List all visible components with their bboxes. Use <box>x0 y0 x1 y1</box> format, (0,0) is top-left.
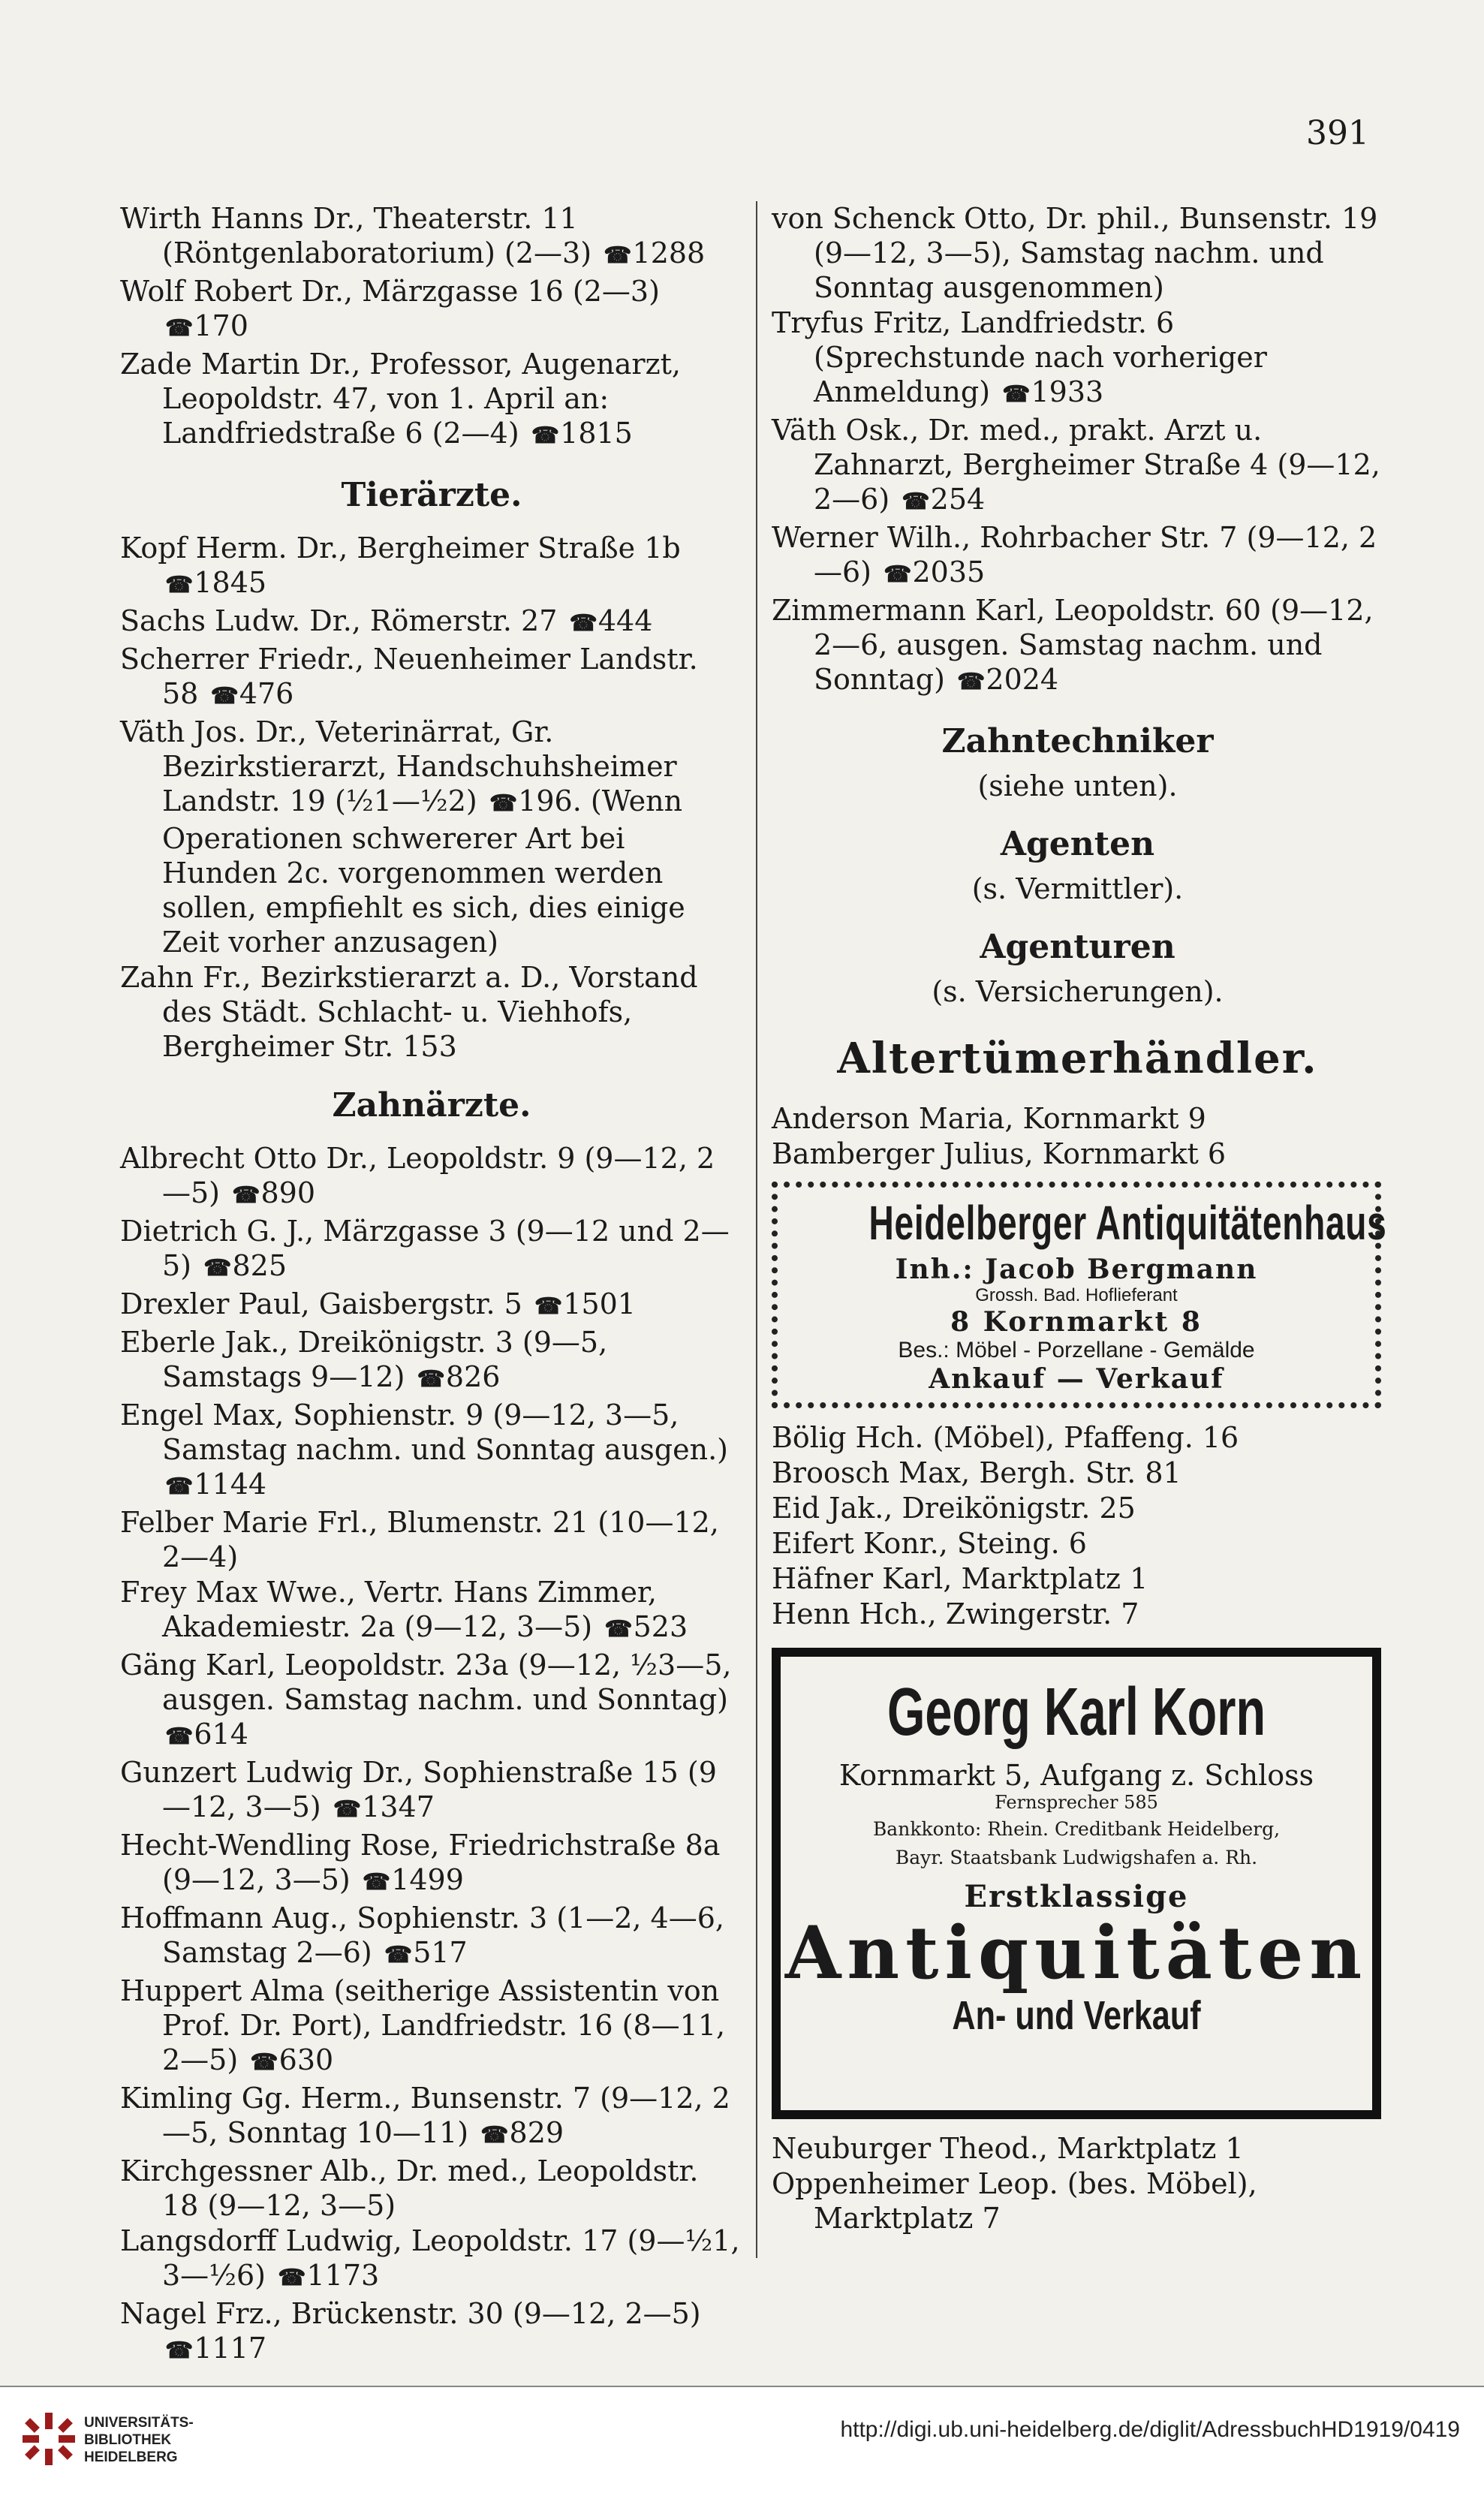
entry-text: Eifert Konr., Steing. 6 <box>772 1527 1087 1560</box>
advert-supplier: Grossh. Bad. Hoflieferant <box>975 1285 1178 1305</box>
telephone-icon: ☎ <box>165 1474 191 1500</box>
entry-text: Eberle Jak., Dreikönigstr. 3 (9—5, Samstags 9—12) <box>120 1326 608 1393</box>
entry-phone-number: 1499 <box>391 1863 464 1896</box>
entries-zahnaerzte-left <box>120 1141 743 2368</box>
advert-trade: Ankauf — Verkauf <box>929 1363 1224 1395</box>
entry-text: Anderson Maria, Kornmarkt 9 <box>772 1102 1206 1135</box>
entry-text: Kopf Herm. Dr., Bergheimer Straße 1b <box>120 531 681 565</box>
library-logo-icon <box>23 2413 75 2465</box>
directory-entry <box>120 1974 743 2080</box>
source-url[interactable]: http://digi.ub.uni-heidelberg.de/diglit/AdressbuchHD1919/0419 <box>840 2417 1460 2442</box>
telephone-icon: ☎ <box>531 423 558 449</box>
footer <box>0 2387 1484 2496</box>
entry-note: (Wenn Operationen schwererer Art bei Hunden 2c. vorgenommen werden sollen, empfiehlt es sich, dies einige Zeit vorher anzusagen) <box>162 784 685 959</box>
page-number: 391 <box>1306 114 1369 152</box>
directory-entry <box>120 1214 743 1286</box>
directory-entry <box>772 1526 1383 1561</box>
telephone-icon: ☎ <box>250 2049 276 2076</box>
directory-entry <box>772 1137 1383 1171</box>
entry-text: Broosch Max, Bergh. Str. 81 <box>772 1456 1181 1489</box>
telephone-icon: ☎ <box>278 2265 304 2291</box>
entry-text: Albrecht Otto Dr., Leopoldstr. 9 (9—12, 2—5) <box>120 1142 715 1209</box>
entries-zahnaerzte-right <box>772 201 1383 700</box>
telephone-icon: ☎ <box>384 1942 411 1968</box>
entry-phone-number: 825 <box>232 1249 287 1282</box>
entry-text: Felber Marie Frl., Blumenstr. 21 (10—12, 2—4) <box>120 1506 719 1573</box>
entry-phone-number: 1845 <box>194 566 267 599</box>
library-line-3: HEIDELBERG <box>84 2449 178 2465</box>
entry-text: Bölig Hch. (Möbel), Pfaffeng. 16 <box>772 1421 1239 1454</box>
entry-phone-number: 614 <box>194 1718 248 1751</box>
entries-tieraerzte <box>120 531 743 1064</box>
advert-address: 8 Kornmarkt 8 <box>950 1306 1203 1338</box>
entry-text: Langsdorff Ludwig, Leopoldstr. 17 (9—½1, 3—½6) <box>120 2224 740 2292</box>
telephone-icon: ☎ <box>417 1366 443 1393</box>
telephone-icon: ☎ <box>534 1293 561 1320</box>
entry-text: Frey Max Wwe., Vertr. Hans Zimmer, Akademiestr. 2a (9—12, 3—5) <box>120 1576 658 1643</box>
entry-text: Zahn Fr., Bezirkstierarzt a. D., Vorstand des Städt. Schlacht- u. Viehhofs, Bergheimer Str. 153 <box>120 961 698 1063</box>
entry-text: Kimling Gg. Herm., Bunsenstr. 7 (9—12, 2—5, Sonntag 10—11) <box>120 2082 730 2149</box>
advert-address: Kornmarkt 5, Aufgang z. Schloss <box>838 1759 1314 1792</box>
telephone-icon: ☎ <box>165 572 191 598</box>
entry-phone-number: 170 <box>194 309 248 342</box>
directory-entry <box>772 2166 1383 2236</box>
advert-owner: Inh.: Jacob Bergmann <box>895 1254 1258 1285</box>
right-column <box>772 201 1387 2236</box>
entry-phone-number: 630 <box>278 2043 334 2076</box>
entry-text: Eid Jak., Dreikönigstr. 25 <box>772 1492 1136 1525</box>
entries-altertuemer-2 <box>772 1420 1383 1631</box>
heading-agenten: Agenten <box>1000 825 1155 863</box>
entry-phone-number: 1173 <box>306 2259 380 2292</box>
entry-text: Väth Jos. Dr., Veterinärrat, Gr. Bezirkstierarzt, Handschuhsheimer Landstr. 19 (½1—½2) <box>120 715 677 817</box>
entries-altertuemer-3 <box>772 2131 1383 2236</box>
telephone-icon: ☎ <box>165 2338 191 2364</box>
entry-phone-number: 1933 <box>1031 375 1104 408</box>
directory-entry <box>120 2154 743 2223</box>
directory-entry <box>120 1575 743 1647</box>
sub-agenturen: (s. Versicherungen). <box>932 975 1224 1008</box>
entry-phone-number: 196. <box>518 784 582 817</box>
entry-phone-number: 517 <box>413 1936 468 1969</box>
entry-text: Zade Martin Dr., Professor, Augenarzt, Leopoldstr. 47, von 1. April an: Landfriedstraße 6 (2—4) <box>120 348 681 450</box>
advert-georg-karl-korn <box>772 1648 1381 2119</box>
telephone-icon: ☎ <box>480 2122 507 2148</box>
telephone-icon: ☎ <box>165 315 191 342</box>
entry-phone-number: 2024 <box>986 663 1059 696</box>
directory-entry <box>120 1398 743 1504</box>
heading-zahntechniker: Zahntechniker <box>941 722 1214 760</box>
entry-phone-number: 829 <box>509 2116 564 2149</box>
directory-entry <box>772 520 1383 592</box>
entry-phone-number: 1815 <box>560 417 633 450</box>
entry-text: Bamberger Julius, Kornmarkt 6 <box>772 1137 1227 1170</box>
advert-heidelberger-antiquitaetenhaus <box>772 1182 1387 1408</box>
entry-phone-number: 523 <box>633 1610 688 1643</box>
entry-text: Drexler Paul, Gaisbergstr. 5 <box>120 1287 522 1320</box>
directory-entry <box>772 306 1383 412</box>
entry-phone-number: 1288 <box>632 236 706 269</box>
entry-phone-number: 1144 <box>194 1468 267 1501</box>
telephone-icon: ☎ <box>362 1869 389 1895</box>
directory-entry <box>772 1456 1383 1490</box>
directory-entry <box>772 1561 1383 1596</box>
telephone-icon: ☎ <box>203 1255 230 1281</box>
entry-text: Neuburger Theod., Marktplatz 1 <box>772 2132 1244 2165</box>
advert-trade: An- und Verkauf <box>952 1993 1201 2038</box>
telephone-icon: ☎ <box>604 242 630 269</box>
advert-bank-1: Bankkonto: Rhein. Creditbank Heidelberg, <box>872 1818 1281 1840</box>
advert-headline: Antiquitäten <box>784 1910 1368 1995</box>
entry-phone-number: 826 <box>445 1360 501 1393</box>
entry-text: Sachs Ludw. Dr., Römerstr. 27 <box>120 604 558 637</box>
telephone-icon: ☎ <box>489 790 516 817</box>
heading-altertuemer: Altertümerhändler. <box>837 1034 1318 1083</box>
entry-text: Häfner Karl, Marktplatz 1 <box>772 1562 1148 1595</box>
telephone-icon: ☎ <box>1002 381 1028 408</box>
advert-phone: Fernsprecher 585 <box>995 1792 1158 1813</box>
entry-text: von Schenck Otto, Dr. phil., Bunsenstr. 19 (9—12, 3—5), Samstag nachm. und Sonntag ausgenommen) <box>772 202 1378 304</box>
entry-text: Zimmermann Karl, Leopoldstr. 60 (9—12, 2—6, ausgen. Samstag nachm. und Sonntag) <box>772 594 1374 696</box>
advert-goods: Bes.: Möbel - Porzellane - Gemälde <box>898 1338 1255 1362</box>
directory-entry <box>772 593 1383 700</box>
telephone-icon: ☎ <box>232 1182 258 1209</box>
directory-entry <box>772 1420 1383 1455</box>
entry-phone-number: 1501 <box>563 1287 636 1320</box>
directory-entry <box>120 1648 743 1754</box>
directory-entry <box>120 531 743 603</box>
directory-entry <box>120 274 743 346</box>
advert-bank-2: Bayr. Staatsbank Ludwigshafen a. Rh. <box>895 1847 1258 1868</box>
directory-entry <box>120 1287 743 1324</box>
directory-entry <box>772 1597 1383 1631</box>
left-column <box>120 201 743 2369</box>
directory-entry <box>120 1325 743 1397</box>
entry-text: Tryfus Fritz, Landfriedstr. 6 (Sprechstunde nach vorheriger Anmeldung) <box>772 306 1267 408</box>
directory-entry <box>120 1901 743 1973</box>
library-line-1: UNIVERSITÄTS- <box>84 2415 194 2431</box>
entry-phone-number: 890 <box>260 1176 316 1209</box>
directory-entry <box>120 2296 743 2368</box>
telephone-icon: ☎ <box>569 610 595 637</box>
directory-entry <box>772 201 1383 305</box>
entry-text: Henn Hch., Zwingerstr. 7 <box>772 1597 1139 1630</box>
telephone-icon: ☎ <box>902 489 928 515</box>
entry-text: Hecht-Wendling Rose, Friedrichstraße 8a (9—12, 3—5) <box>120 1829 721 1896</box>
sub-zahntechniker: (siehe unten). <box>977 769 1178 802</box>
directory-entry <box>772 413 1383 519</box>
entry-phone-number: 476 <box>239 677 294 710</box>
directory-entry <box>120 1141 743 1213</box>
advert-title: Heidelberger Antiquitätenhaus <box>868 1196 1387 1250</box>
directory-entry <box>120 1755 743 1827</box>
directory-entry <box>120 1828 743 1900</box>
telephone-icon: ☎ <box>604 1616 631 1642</box>
entry-text: Nagel Frz., Brückenstr. 30 (9—12, 2—5) <box>120 2297 701 2330</box>
entry-phone-number: 444 <box>598 604 653 637</box>
heading-agenturen: Agenturen <box>980 928 1175 966</box>
entry-phone-number: 1347 <box>362 1790 435 1823</box>
entry-text: Väth Osk., Dr. med., prakt. Arzt u. Zahnarzt, Bergheimer Straße 4 (9—12, 2—6) <box>772 414 1380 516</box>
column-divider <box>756 201 757 2258</box>
entry-text: Dietrich G. J., Märzgasse 3 (9—12 und 2—5) <box>120 1215 730 1282</box>
telephone-icon: ☎ <box>333 1796 360 1823</box>
entry-phone-number: 1117 <box>194 2332 267 2365</box>
entries-altertuemer-1 <box>772 1101 1383 1171</box>
heading-zahnaerzte: Zahnärzte. <box>332 1086 531 1125</box>
library-name <box>84 2414 194 2466</box>
sub-agenten: (s. Vermittler). <box>971 872 1184 905</box>
directory-entry <box>120 604 743 641</box>
directory-entry <box>120 2224 743 2296</box>
entry-text: Werner Wilh., Rohrbacher Str. 7 (9—12, 2—6) <box>772 521 1377 589</box>
telephone-icon: ☎ <box>957 669 983 695</box>
entries-left-top <box>120 201 743 453</box>
entry-text: Hoffmann Aug., Sophienstr. 3 (1—2, 4—6, Samstag 2—6) <box>120 1901 724 1969</box>
directory-entry <box>772 2131 1383 2166</box>
telephone-icon: ☎ <box>165 1724 191 1750</box>
entry-text: Huppert Alma (seitherige Assistentin von Prof. Dr. Port), Landfriedstr. 16 (8—11, 2—5) <box>120 1974 726 2076</box>
directory-entry <box>120 960 743 1064</box>
entry-text: Wirth Hanns Dr., Theaterstr. 11 (Röntgenlaboratorium) (2—3) <box>120 202 592 269</box>
directory-entry <box>120 715 743 959</box>
directory-entry <box>772 1491 1383 1525</box>
advert-name: Georg Karl Korn <box>886 1675 1266 1750</box>
directory-entry <box>120 642 743 714</box>
entry-text: Wolf Robert Dr., Märzgasse 16 (2—3) <box>120 275 660 308</box>
telephone-icon: ☎ <box>883 562 910 588</box>
entry-text: Kirchgessner Alb., Dr. med., Leopoldstr. 18 (9—12, 3—5) <box>120 2154 699 2222</box>
directory-entry <box>120 1505 743 1574</box>
directory-entry <box>120 2081 743 2153</box>
entry-text: Gäng Karl, Leopoldstr. 23a (9—12, ½3—5, ausgen. Samstag nachm. und Sonntag) <box>120 1648 732 1716</box>
entry-text: Oppenheimer Leop. (bes. Möbel), Marktplatz 7 <box>772 2167 1257 2235</box>
entry-phone-number: 254 <box>930 483 986 516</box>
entry-text: Gunzert Ludwig Dr., Sophienstraße 15 (9—12, 3—5) <box>120 1756 717 1823</box>
directory-entry <box>120 347 743 453</box>
library-line-2: BIBLIOTHEK <box>84 2432 172 2448</box>
entry-text: Scherrer Friedr., Neuenheimer Landstr. 58 <box>120 643 698 710</box>
entry-text: Engel Max, Sophienstr. 9 (9—12, 3—5, Samstag nachm. und Sonntag ausgen.) <box>120 1399 728 1466</box>
directory-entry <box>120 201 743 273</box>
advert-quality: Erstklassige <box>964 1879 1189 1914</box>
telephone-icon: ☎ <box>210 683 236 709</box>
directory-entry <box>772 1101 1383 1136</box>
entry-phone-number: 2035 <box>912 556 986 589</box>
heading-tieraerzte: Tierärzte. <box>341 476 522 514</box>
